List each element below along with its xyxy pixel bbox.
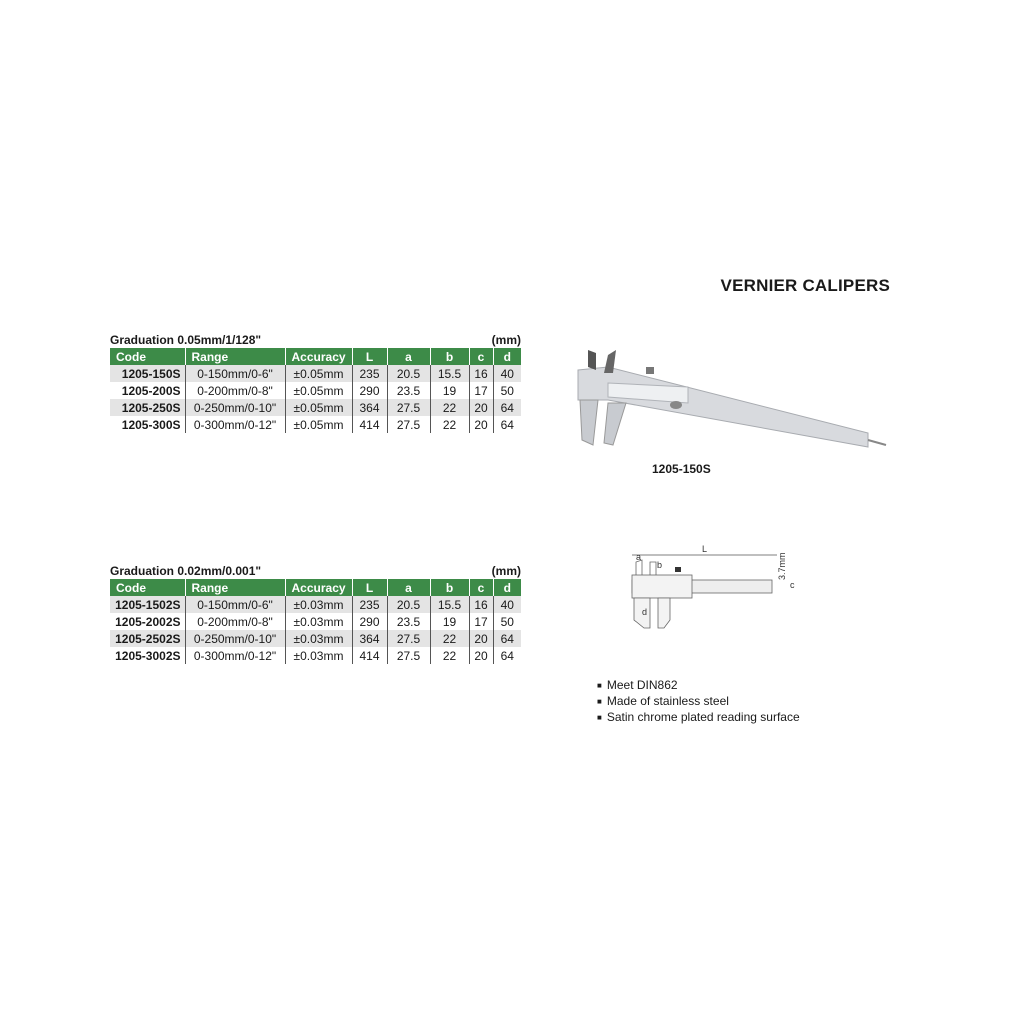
table-cell: 40 xyxy=(493,365,521,382)
column-header: L xyxy=(352,579,387,596)
code-cell: 1205-2502S xyxy=(110,630,185,647)
table-cell: 19 xyxy=(430,382,469,399)
table-cell: 27.5 xyxy=(387,399,430,416)
table-cell: ±0.05mm xyxy=(285,365,352,382)
column-header: d xyxy=(493,579,521,596)
dim-c: c xyxy=(790,580,795,590)
table-caption xyxy=(110,333,521,348)
column-header: Code xyxy=(110,579,185,596)
table-cell: 27.5 xyxy=(387,416,430,433)
table-cell: 23.5 xyxy=(387,382,430,399)
caliper-image xyxy=(578,350,886,447)
table-cell: ±0.03mm xyxy=(285,647,352,664)
column-header: a xyxy=(387,579,430,596)
table-cell: 20.5 xyxy=(387,365,430,382)
table-cell: 64 xyxy=(500,417,514,432)
column-header: b xyxy=(430,579,469,596)
table-cell: 0-150mm/0-6" xyxy=(185,365,285,382)
table-cell: 22 xyxy=(430,399,469,416)
column-header: a xyxy=(387,348,430,365)
table-cell: 20 xyxy=(469,416,493,433)
column-header: c xyxy=(469,579,493,596)
table-cell: 20 xyxy=(469,630,493,647)
graduation-label: Graduation 0.05mm/1/128" xyxy=(110,333,262,347)
code-cell: 1205-200S xyxy=(110,382,185,399)
table-row xyxy=(110,382,521,399)
table-cell: 0-200mm/0-8" xyxy=(185,613,285,630)
column-header: L xyxy=(352,348,387,365)
table-cell: 22 xyxy=(430,647,469,664)
table-cell: ±0.05mm xyxy=(285,399,352,416)
table-cell: 50 xyxy=(500,614,514,629)
table-cell: 0-250mm/0-10" xyxy=(185,399,285,416)
caliper-photo xyxy=(568,345,888,450)
table-cell: 0-150mm/0-6" xyxy=(185,596,285,613)
feature-item: ■ Made of stainless steel xyxy=(597,694,800,710)
table-cell: 22 xyxy=(430,416,469,433)
table-row xyxy=(110,365,521,382)
table-cell: 20.5 xyxy=(387,596,430,613)
spec-table-0.02 xyxy=(110,564,521,664)
table-header xyxy=(110,579,521,596)
table-cell: 17 xyxy=(469,613,493,630)
table-row xyxy=(110,647,521,664)
table-cell: ±0.03mm xyxy=(285,630,352,647)
table-cell: ±0.03mm xyxy=(285,613,352,630)
table-cell: 17 xyxy=(469,382,493,399)
table-cell: ±0.05mm xyxy=(285,416,352,433)
table-cell: 0-300mm/0-12" xyxy=(185,416,285,433)
table-cell: 15.5 xyxy=(430,596,469,613)
table-cell: 20 xyxy=(469,647,493,664)
dim-d: d xyxy=(642,607,648,617)
column-header: Accuracy xyxy=(285,348,352,365)
table-cell: 364 xyxy=(352,630,387,647)
graduation-label: Graduation 0.02mm/0.001" xyxy=(110,564,262,578)
code-cell: 1205-1502S xyxy=(110,596,185,613)
table-cell: ±0.03mm xyxy=(285,596,352,613)
code-cell: 1205-250S xyxy=(110,399,185,416)
table-cell: 20 xyxy=(469,399,493,416)
code-cell: 1205-2002S xyxy=(110,613,185,630)
dim-L: L xyxy=(702,544,708,554)
column-header: Code xyxy=(110,348,185,365)
caliper-dimension-diagram xyxy=(620,540,800,635)
code-cell: 1205-150S xyxy=(110,365,185,382)
table-cell: 27.5 xyxy=(387,647,430,664)
table-row xyxy=(110,399,521,416)
photo-caption: 1205-150S xyxy=(652,462,711,476)
table-cell: 0-250mm/0-10" xyxy=(185,630,285,647)
table-caption xyxy=(110,564,521,579)
table-cell: 50 xyxy=(500,383,514,398)
code-cell: 1205-300S xyxy=(110,416,185,433)
page-title: VERNIER CALIPERS xyxy=(720,276,890,295)
feature-item: ■ Satin chrome plated reading surface xyxy=(597,710,800,726)
column-header: Range xyxy=(185,348,285,365)
spec-table-0.05 xyxy=(110,333,521,433)
table-cell: 64 xyxy=(493,630,521,647)
table-header xyxy=(110,348,521,365)
unit-label: (mm) xyxy=(491,564,521,578)
column-header: c xyxy=(469,348,493,365)
table-cell: 290 xyxy=(352,382,387,399)
code-cell: 1205-3002S xyxy=(110,647,185,664)
column-header: Accuracy xyxy=(285,579,352,596)
table-row xyxy=(110,416,521,433)
column-header: Range xyxy=(185,579,285,596)
dim-b: b xyxy=(657,560,663,570)
spec-table xyxy=(110,579,521,664)
table-cell: 0-200mm/0-8" xyxy=(185,382,285,399)
table-cell: 290 xyxy=(352,613,387,630)
table-cell: 40 xyxy=(493,596,521,613)
column-header: b xyxy=(430,348,469,365)
table-cell: 23.5 xyxy=(387,613,430,630)
table-cell: 414 xyxy=(352,647,387,664)
table-cell: 235 xyxy=(352,596,387,613)
dim-a: a xyxy=(636,552,642,562)
table-row xyxy=(110,630,521,647)
table-cell: ±0.05mm xyxy=(285,382,352,399)
table-cell: 364 xyxy=(352,399,387,416)
table-row xyxy=(110,613,521,630)
feature-item: ■ Meet DIN862 xyxy=(597,678,800,694)
table-row xyxy=(110,596,521,613)
column-header: d xyxy=(493,348,521,365)
table-cell: 64 xyxy=(493,399,521,416)
table-cell: 414 xyxy=(352,416,387,433)
table-cell: 19 xyxy=(430,613,469,630)
table-cell: 235 xyxy=(352,365,387,382)
spec-table xyxy=(110,348,521,433)
feature-list xyxy=(597,678,800,726)
table-cell: 27.5 xyxy=(387,630,430,647)
table-cell: 16 xyxy=(469,596,493,613)
dim-thickness: 3.7mm xyxy=(777,552,787,580)
table-cell: 16 xyxy=(469,365,493,382)
table-cell: 64 xyxy=(500,648,514,663)
table-cell: 22 xyxy=(430,630,469,647)
unit-label: (mm) xyxy=(491,333,521,347)
table-cell: 0-300mm/0-12" xyxy=(185,647,285,664)
table-cell: 15.5 xyxy=(430,365,469,382)
